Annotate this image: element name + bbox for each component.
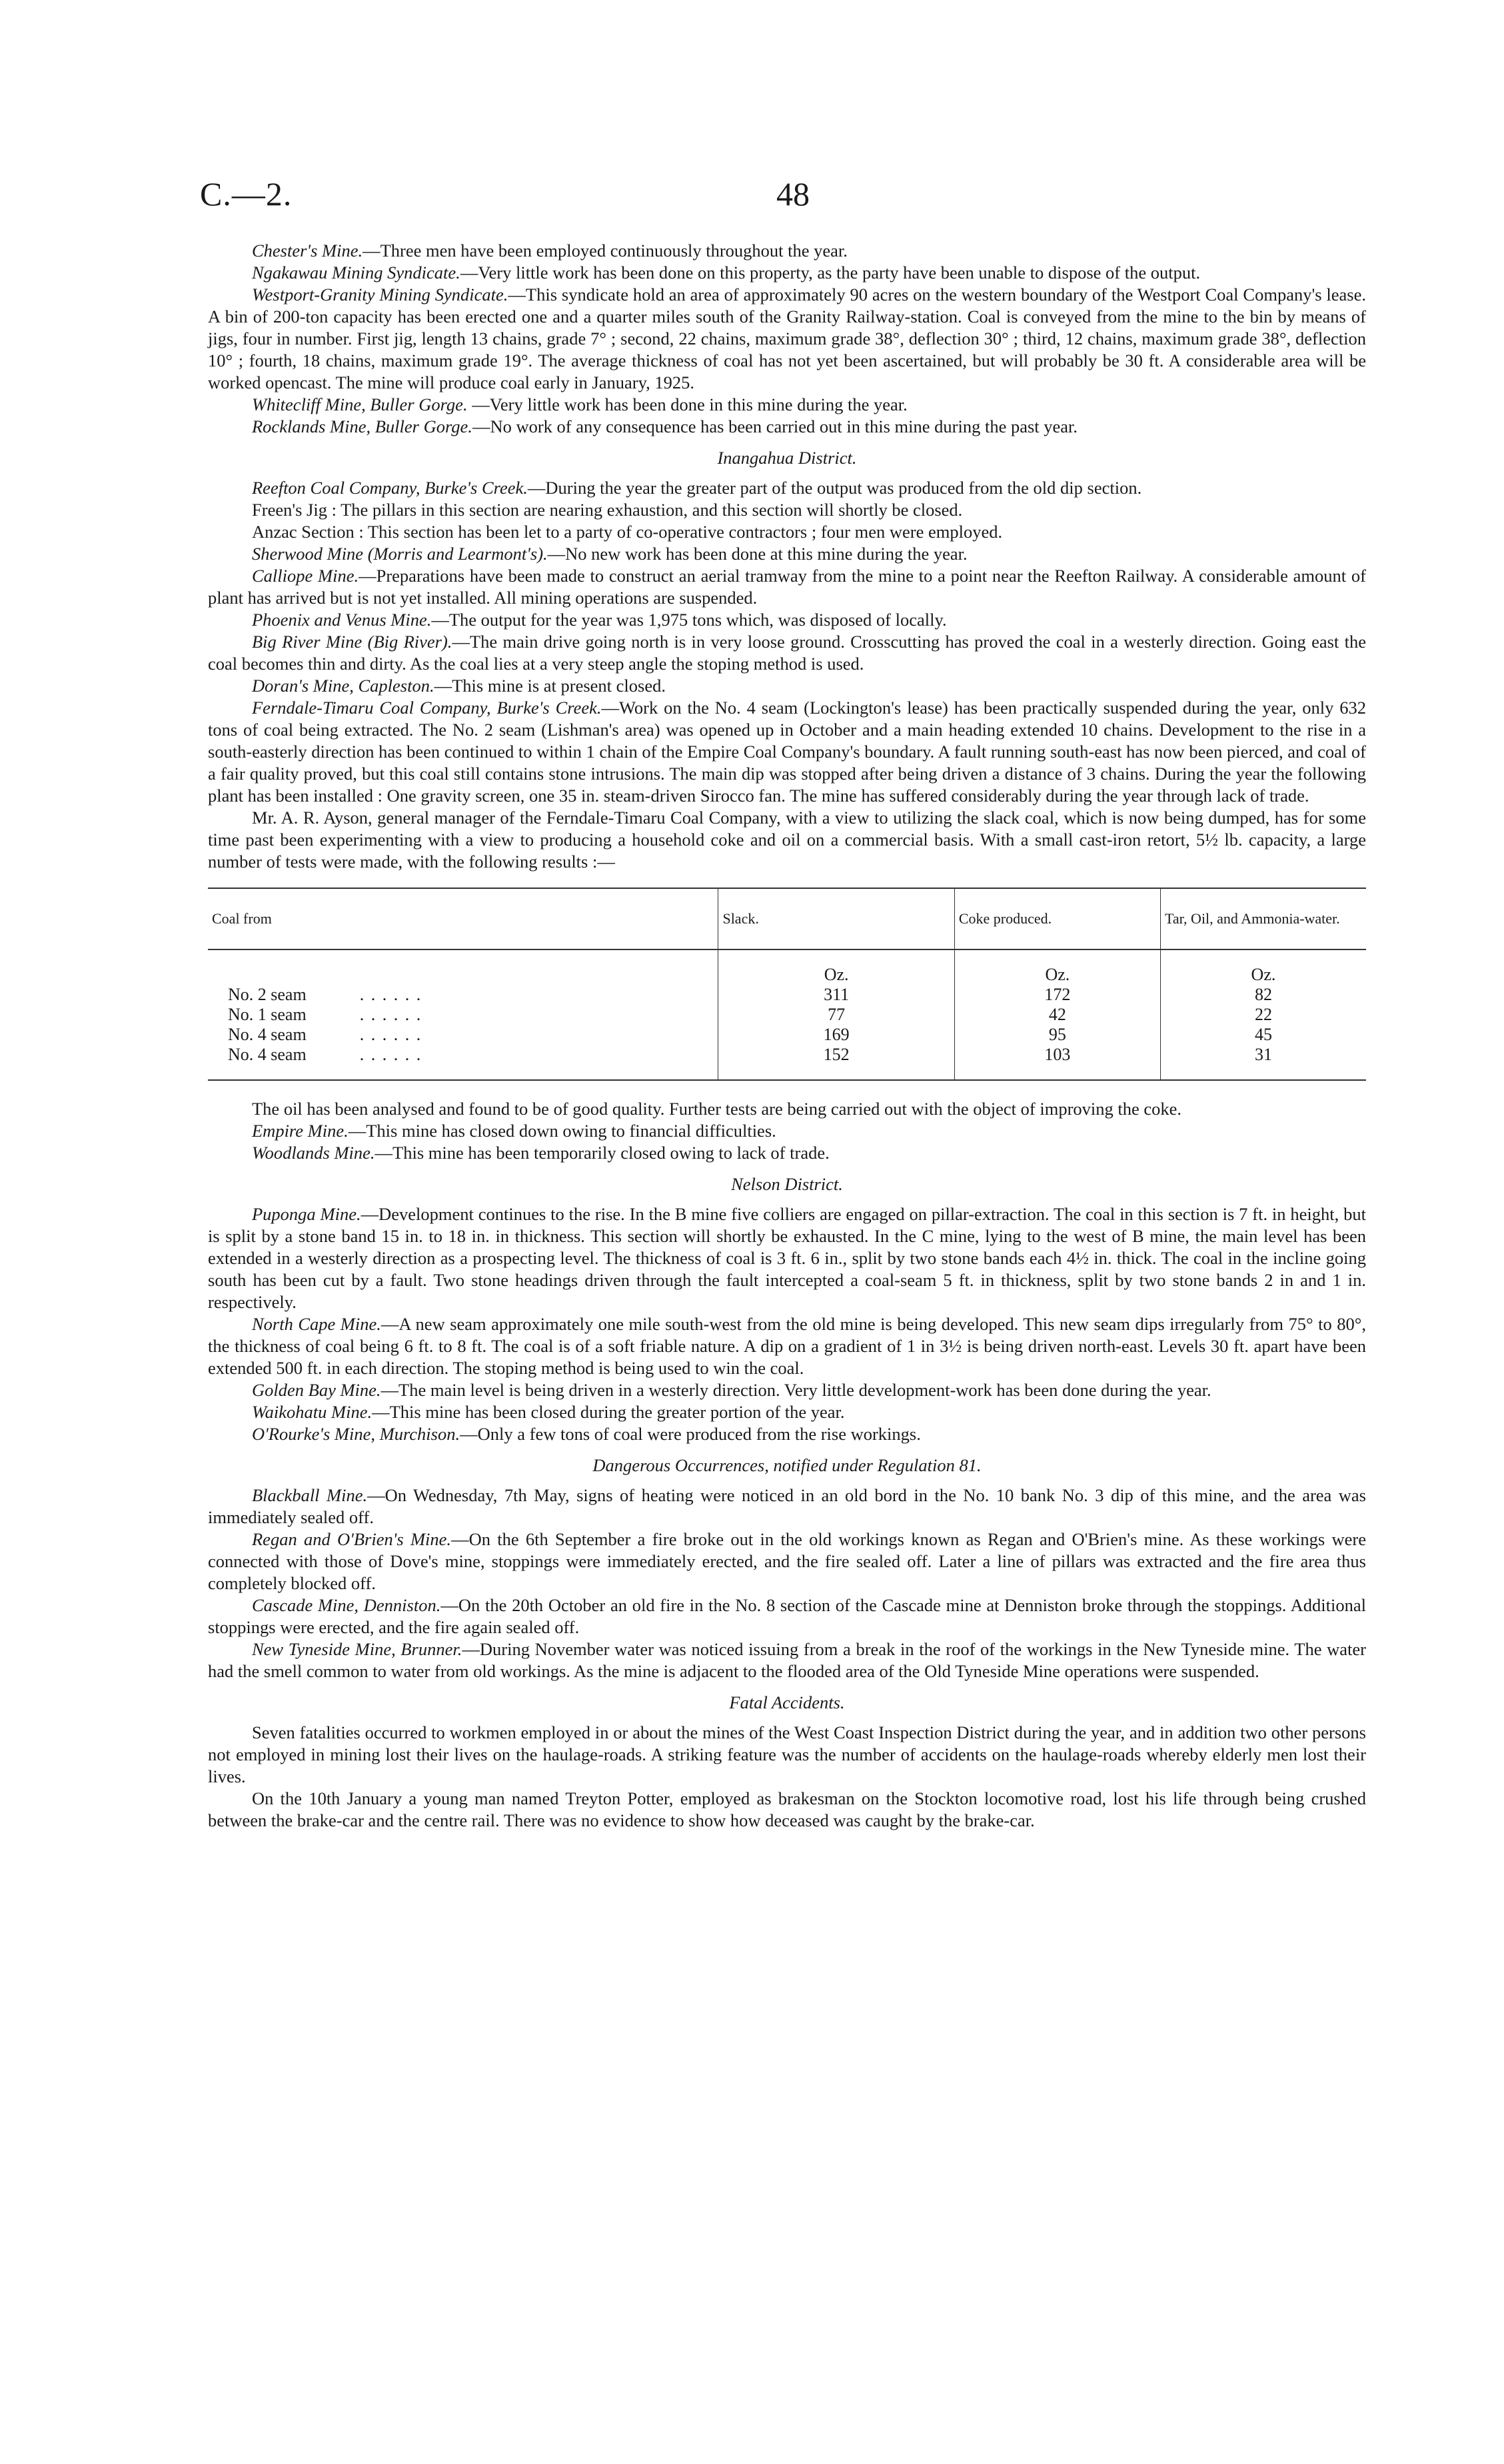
paragraph-sherwood: Sherwood Mine (Morris and Learmont's).—No new work has been done at this mine during the year. — [252, 544, 968, 564]
units-cell: Oz. — [954, 949, 1160, 985]
table-row — [208, 1005, 1366, 1025]
paragraph-woodlands: Woodlands Mine.—This mine has been temporarily closed owing to lack of trade. — [252, 1143, 830, 1163]
paragraph-ngakawau: Ngakawau Mining Syndicate.—Very little work has been done on this property, as the party have been unable to dispose of the output. — [252, 263, 1201, 283]
table-header-row — [208, 888, 1366, 949]
paragraph-whitecliff: Whitecliff Mine, Buller Gorge. —Very little work has been done in this mine during the year. — [252, 394, 908, 414]
mine-title: Ferndale-Timaru Coal Company, Burke's Creek. — [252, 698, 602, 718]
tar-value: 22 — [1160, 1005, 1366, 1025]
paragraph-north-cape: North Cape Mine.—A new seam approximately one mile south-west from the old mine is being developed. This new seam dips irregularly from 75° to 80°, the thickness of coal being 6 ft. to 8 ft. The coal is of a soft friable nature. A dip on a gradient of 1 in 3½ is being driven north-east. Levels 30 ft. apart have been extended 500 ft. in each direction. The stoping method is being used to win the coal. — [208, 1314, 1366, 1378]
leader-dots: . . . . . . — [359, 1005, 422, 1024]
slack-value: 77 — [718, 1005, 954, 1025]
seam-label: No. 1 seam — [228, 1005, 307, 1024]
leader-dots: . . . . . . — [359, 1025, 422, 1044]
table-row — [208, 1045, 1366, 1080]
mine-title: Rocklands Mine, Buller Gorge. — [252, 416, 472, 436]
column-header-coke-produced: Coke produced. — [954, 888, 1160, 949]
leader-dots: . . . . . . — [359, 985, 422, 1004]
paragraph-blackball: Blackball Mine.—On Wednesday, 7th May, signs of heating were noticed in an old bord in the No. 10 bank No. 3 dip of this mine, and the area was immediately sealed off. — [208, 1485, 1366, 1527]
table-row — [208, 985, 1366, 1005]
seam-label: No. 4 seam — [228, 1045, 307, 1064]
units-cell — [208, 949, 718, 985]
coke-value: 95 — [954, 1025, 1160, 1045]
paragraph-puponga: Puponga Mine.—Development continues to the rise. In the B mine five colliers are engaged on pillar-extraction. The coal in this section is 7 ft. in height, but is split by a stone band 15 in. to 18 in. in thickness. This section will shortly be exhausted. In the C mine, lying to the west of B mine, the main level has been extended in a westerly direction as a prospecting level. The thickness of coal is 3 ft. 6 in., split by two stone bands each 4½ in. thick. The coal in the incline going south has been cut by a fault. Two stone headings driven through the fault intercepted a coal-seam 5 ft. in thickness, split by two stone bands 2 in and 1 in. respectively. — [208, 1204, 1366, 1312]
table-row — [208, 1025, 1366, 1045]
seam-label: No. 2 seam — [228, 985, 307, 1004]
paragraph-ferndale: Ferndale-Timaru Coal Company, Burke's Creek.—Work on the No. 4 seam (Lockington's lease) has been practically suspended during the year, only 632 tons of coal being extracted. The No. 2 seam (Lishman's area) was opened up in October and a main heading extended 10 chains. Development to the rise in a south-easterly direction has been continued to within 1 chain of the Empire Coal Company's boundary. A fault running south-east has now been pierced, and coal of a fair quality proved, but this coal still contains stone intrusions. The main dip was stopped after being driven a distance of 3 chains. During the year the following plant has been installed : One gravity screen, one 35 in. steam-driven Sirocco fan. The mine has suffered considerably during the year through lack of trade. — [208, 698, 1366, 806]
mine-title: New Tyneside Mine, Brunner. — [252, 1639, 462, 1659]
column-header-slack: Slack. — [718, 888, 954, 949]
paragraph-big-river: Big River Mine (Big River).—The main drive going north is in very loose ground. Crosscutting has proved the coal in a westerly direction. Going east the coal becomes thin and dirty. As the coal lies at a very steep angle the stoping method is used. — [208, 632, 1366, 674]
mine-title: Empire Mine. — [252, 1121, 349, 1141]
page-number: 48 — [776, 175, 810, 213]
mine-title: Sherwood Mine (Morris and Learmont's). — [252, 544, 548, 564]
coke-value: 42 — [954, 1005, 1160, 1025]
paragraph-reefton: Reefton Coal Company, Burke's Creek.—During the year the greater part of the output was produced from the old dip section. — [252, 478, 1142, 498]
seam-label: No. 4 seam — [228, 1025, 307, 1044]
mine-title: Waikohatu Mine. — [252, 1402, 373, 1422]
slack-value: 152 — [718, 1045, 954, 1080]
units-cell: Oz. — [718, 949, 954, 985]
slack-value: 311 — [718, 985, 954, 1005]
paragraph-oil-analysis: The oil has been analysed and found to be of good quality. Further tests are being carried out with the object of improving the coke. — [252, 1099, 1182, 1119]
paragraph-regan: Regan and O'Brien's Mine.—On the 6th September a fire broke out in the old workings known as Regan and O'Brien's mine. As these workings were connected with those of Dove's mine, stoppings were immediately erected, and the fire sealed off. Later a line of pillars was extracted and the fire area thus completely blocked off. — [208, 1529, 1367, 1593]
table-body — [208, 949, 1366, 1080]
mine-title: Whitecliff Mine, Buller Gorge. — [252, 394, 468, 414]
coke-value: 172 — [954, 985, 1160, 1005]
slack-value: 169 — [718, 1025, 954, 1045]
tar-value: 82 — [1160, 985, 1366, 1005]
coke-value: 103 — [954, 1045, 1160, 1080]
mine-title: Westport-Granity Mining Syndicate. — [252, 285, 508, 305]
mine-title: Doran's Mine, Capleston. — [252, 676, 434, 696]
paragraph-cascade: Cascade Mine, Denniston.—On the 20th October an old fire in the No. 8 section of the Cascade mine at Denniston broke through the stoppings. Additional stoppings were erected, and the fire again sealed off. — [208, 1595, 1367, 1637]
section-heading-dangerous-occurrences: Dangerous Occurrences, notified under Regulation 81. — [592, 1455, 982, 1475]
column-header-coal-from: Coal from — [212, 910, 272, 927]
coke-results-table-wrapper — [208, 888, 1366, 1081]
paragraph-empire: Empire Mine.—This mine has closed down owing to financial difficulties. — [252, 1121, 776, 1141]
paragraph-new-tyneside: New Tyneside Mine, Brunner.—During November water was noticed issuing from a break in the roof of the workings in the New Tyneside mine. The water had the smell common to water from old workings. As the mine is adjacent to the flooded area of the Old Tyneside Mine operations were suspended. — [208, 1639, 1366, 1681]
mine-title: Chester's Mine. — [252, 241, 363, 261]
paragraph-granity: Westport-Granity Mining Syndicate.—This syndicate hold an area of approximately 90 acres on the western boundary of the Westport Coal Company's lease. A bin of 200-ton capacity has been erected one and a quarter miles south of the Granity Railway-station. Coal is conveyed from the mine to the bin by means of jigs, four in number. First jig, length 13 chains, grade 7° ; second, 22 chains, maximum grade 38°, deflection 30° ; third, 12 chains, maximum grade 38°, deflection 10° ; fourth, 18 chains, maximum grade 19°. The average thickness of coal has not yet been ascertained, but will probably be 30 ft. A considerable area will be worked opencast. The mine will produce coal early in January, 1925. — [208, 285, 1366, 392]
coke-results-table — [208, 888, 1366, 1081]
column-header-tar-oil-ammonia: Tar, Oil, and Ammonia-water. — [1160, 888, 1366, 949]
spacer — [208, 1832, 1366, 1838]
section-heading-nelson: Nelson District. — [731, 1174, 843, 1194]
section-heading-fatal-accidents: Fatal Accidents. — [729, 1692, 845, 1712]
mine-title: Golden Bay Mine. — [252, 1380, 381, 1400]
tar-value: 45 — [1160, 1025, 1366, 1045]
mine-title: Blackball Mine. — [252, 1485, 368, 1505]
paragraph-waikohatu: Waikohatu Mine.—This mine has been closed during the greater portion of the year. — [252, 1402, 845, 1422]
document-body — [208, 240, 1366, 1838]
mine-title: O'Rourke's Mine, Murchison. — [252, 1424, 460, 1444]
paragraph-freens-jig: Freen's Jig : The pillars in this section are nearing exhaustion, and this section will shortly be closed. — [252, 500, 963, 520]
section-heading-inangahua: Inangahua District. — [717, 448, 857, 468]
paragraph-ayson: Mr. A. R. Ayson, general manager of the Ferndale-Timaru Coal Company, with a view to utilizing the slack coal, which is now being dumped, has for some time past been experimenting with a view to producing a household coke and oil on a commercial basis. With a small cast-iron retort, 5½ lb. capacity, a large number of tests were made, with the following results :— — [208, 808, 1366, 872]
paragraph-orourke: O'Rourke's Mine, Murchison.—Only a few tons of coal were produced from the rise workings. — [252, 1424, 921, 1444]
mine-title: Ngakawau Mining Syndicate. — [252, 263, 460, 283]
mine-title: Regan and O'Brien's Mine. — [252, 1529, 452, 1549]
leader-dots: . . . . . . — [359, 1045, 422, 1064]
mine-title: Puponga Mine. — [252, 1204, 361, 1224]
report-code: C.—2. — [200, 175, 293, 213]
units-cell: Oz. — [1160, 949, 1366, 985]
paragraph-rocklands: Rocklands Mine, Buller Gorge.—No work of any consequence has been carried out in this mine during the past year. — [252, 416, 1078, 436]
mine-title: Woodlands Mine. — [252, 1143, 375, 1163]
paragraph-fatalities-summary: Seven fatalities occurred to workmen employed in or about the mines of the West Coast Inspection District during the year, and in addition two other persons not employed in mining lost their lives on the haulage-roads. A striking feature was the number of accidents on the haulage-roads whereby elderly men lost their lives. — [208, 1722, 1366, 1786]
paragraph-golden-bay: Golden Bay Mine.—The main level is being driven in a westerly direction. Very little development-work has been done during the year. — [252, 1380, 1211, 1400]
paragraph-dorans: Doran's Mine, Capleston.—This mine is at present closed. — [252, 676, 666, 696]
paragraph-calliope: Calliope Mine.—Preparations have been made to construct an aerial tramway from the mine to a point near the Reefton Railway. A considerable amount of plant has arrived but is not yet installed. All mining operations are suspended. — [208, 566, 1366, 608]
paragraph-phoenix: Phoenix and Venus Mine.—The output for the year was 1,975 tons which, was disposed of locally. — [252, 610, 947, 630]
mine-title: North Cape Mine. — [252, 1314, 381, 1334]
tar-value: 31 — [1160, 1045, 1366, 1080]
mine-title: Big River Mine (Big River). — [252, 632, 452, 652]
paragraph-anzac: Anzac Section : This section has been let to a party of co-operative contractors ; four men were employed. — [252, 522, 1003, 542]
table-units-row — [208, 949, 1366, 985]
paragraph-chester: Chester's Mine.—Three men have been employed continuously throughout the year. — [252, 241, 848, 261]
mine-title: Reefton Coal Company, Burke's Creek. — [252, 478, 528, 498]
paragraph-potter-accident: On the 10th January a young man named Treyton Potter, employed as brakesman on the Stockton locomotive road, lost his life through being crushed between the brake-car and the centre rail. There was no evidence to show how deceased was caught by the brake-car. — [208, 1788, 1366, 1830]
mine-title: Cascade Mine, Denniston. — [252, 1595, 441, 1615]
mine-title: Calliope Mine. — [252, 566, 359, 586]
mine-title: Phoenix and Venus Mine. — [252, 610, 432, 630]
